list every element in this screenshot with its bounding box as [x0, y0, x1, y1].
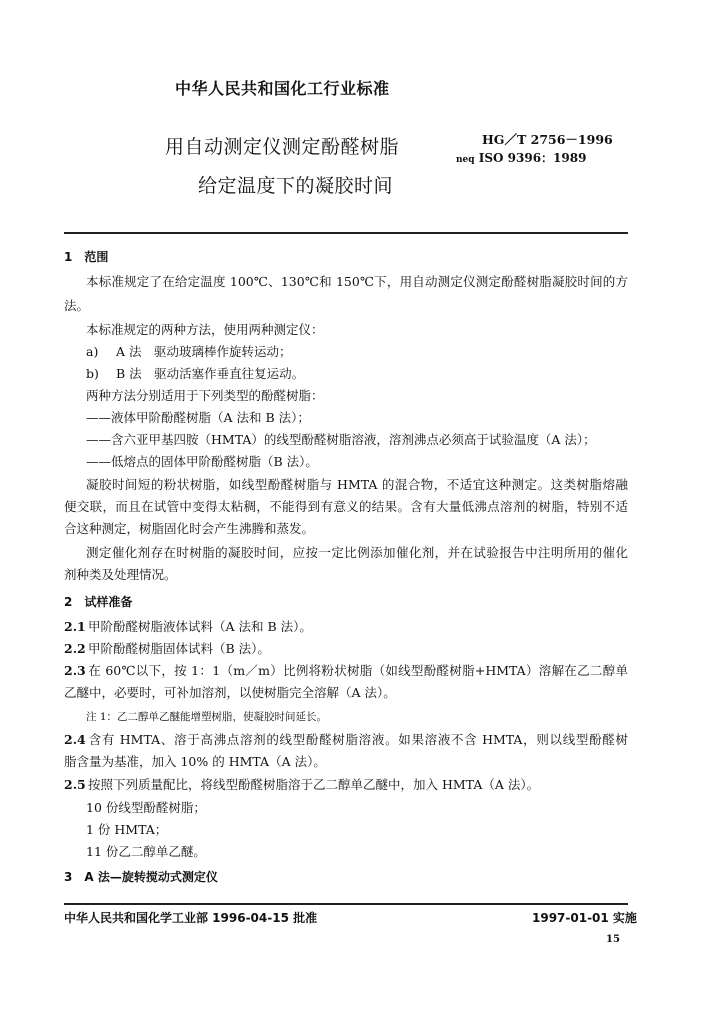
list-item-b	[86, 366, 304, 382]
list-item-a	[86, 344, 292, 360]
equivalent-standard: ISO 9396：1989	[478, 151, 587, 165]
clause-number: 2.4	[64, 732, 86, 747]
dash-item: ——液体甲阶酚醛树脂（A 法和 B 法）；	[86, 410, 310, 425]
clause-2-3	[64, 663, 628, 679]
clause-text: 在 60℃以下，按 1：1（m／m）比例将粉状树脂（如线型酚醛树脂+HMTA）溶解在乙二醇单	[88, 663, 628, 678]
approval-line: 中华人民共和国化学工业部 1996-04-15 批准	[64, 911, 318, 925]
clause-text: 甲阶酚醛树脂液体试料（A 法和 B 法）。	[88, 619, 312, 634]
paragraph-line: 本标准规定了在给定温度 100℃、130℃和 150℃下，用自动测定仪测定酚醛树脂凝胶时间的方	[86, 274, 628, 289]
section-1-heading: 1 范围	[64, 250, 109, 264]
clause-number: 2.1	[64, 619, 86, 634]
clause-number: 2.3	[64, 663, 86, 678]
paragraph-line: 本标准规定的两种方法，使用两种测定仪：	[86, 322, 324, 337]
section-3-heading: 3 A 法—旋转搅动式测定仪	[64, 870, 218, 884]
ratio-item: 10 份线型酚醛树脂；	[86, 800, 206, 815]
list-marker: a)	[86, 344, 99, 359]
document-title-line1: 用自动测定仪测定酚醛树脂	[165, 136, 400, 158]
clause-2-1	[64, 619, 312, 635]
clause-text: 甲阶酚醛树脂固体试料（B 法）。	[88, 641, 270, 656]
page-number: 15	[606, 934, 620, 945]
implementation-date: 1997-01-01 实施	[532, 911, 637, 925]
paragraph-line: 合这种测定，树脂固化时会产生沸腾和蒸发。	[64, 521, 315, 536]
clause-number: 2.2	[64, 641, 86, 656]
header-divider	[64, 232, 628, 234]
paragraph-line: 法。	[64, 298, 90, 313]
standard-equivalent	[456, 149, 586, 166]
clause-2-4	[64, 732, 628, 748]
industry-standard-label: 中华人民共和国化工行业标准	[175, 79, 390, 98]
standard-code: HG／T 2756－1996	[482, 132, 613, 147]
clause-text: 按照下列质量配比，将线型酚醛树脂溶于乙二醇单乙醚中，加入 HMTA（A 法）。	[88, 777, 540, 792]
paragraph-line: 剂种类及处理情况。	[64, 567, 177, 582]
paragraph-line: 测定催化剂存在时树脂的凝胶时间，应按一定比例添加催化剂，并在试验报告中注明所用的催化	[86, 545, 628, 560]
list-marker: b)	[86, 366, 99, 381]
paragraph-line: 凝胶时间短的粉状树脂，如线型酚醛树脂与 HMTA 的混合物，不适宜这种测定。这类树脂熔融	[86, 477, 628, 492]
document-title-line2: 给定温度下的凝胶时间	[198, 175, 394, 197]
paragraph-line: 乙醚中，必要时，可补加溶剂，以使树脂完全溶解（A 法）。	[64, 685, 396, 700]
paragraph-line: 两种方法分别适用于下列类型的酚醛树脂：	[86, 388, 324, 403]
ratio-item: 11 份乙二醇单乙醚。	[86, 844, 206, 859]
paragraph-line: 便交联，而且在试管中变得太粘稠，不能得到有意义的结果。含有大量低沸点溶剂的树脂，特别不适	[64, 499, 628, 514]
footer-divider	[64, 903, 628, 905]
list-text: B 法 驱动活塞作垂直往复运动。	[116, 366, 305, 381]
note-line: 注 1：乙二醇单乙醚能增塑树脂，使凝胶时间延长。	[86, 711, 328, 723]
clause-2-5	[64, 777, 539, 793]
clause-2-2	[64, 641, 270, 657]
equivalence-prefix: neq	[456, 155, 475, 165]
section-2-heading: 2 试样准备	[64, 595, 133, 609]
ratio-item: 1 份 HMTA；	[86, 822, 168, 837]
clause-text: 含有 HMTA、溶于高沸点溶剂的线型酚醛树脂溶液。如果溶液不含 HMTA，则以线型酚醛树	[88, 732, 628, 747]
paragraph-line: 脂含量为基准，加入 10% 的 HMTA（A 法）。	[64, 754, 326, 769]
clause-number: 2.5	[64, 777, 86, 792]
dash-item: ——低熔点的固体甲阶酚醛树脂（B 法）。	[86, 454, 318, 469]
dash-item: ——含六亚甲基四胺（HMTA）的线型酚醛树脂溶液，溶剂沸点必须高于试验温度（A 法）；	[86, 432, 596, 447]
list-text: A 法 驱动玻璃棒作旋转运动；	[116, 344, 292, 359]
